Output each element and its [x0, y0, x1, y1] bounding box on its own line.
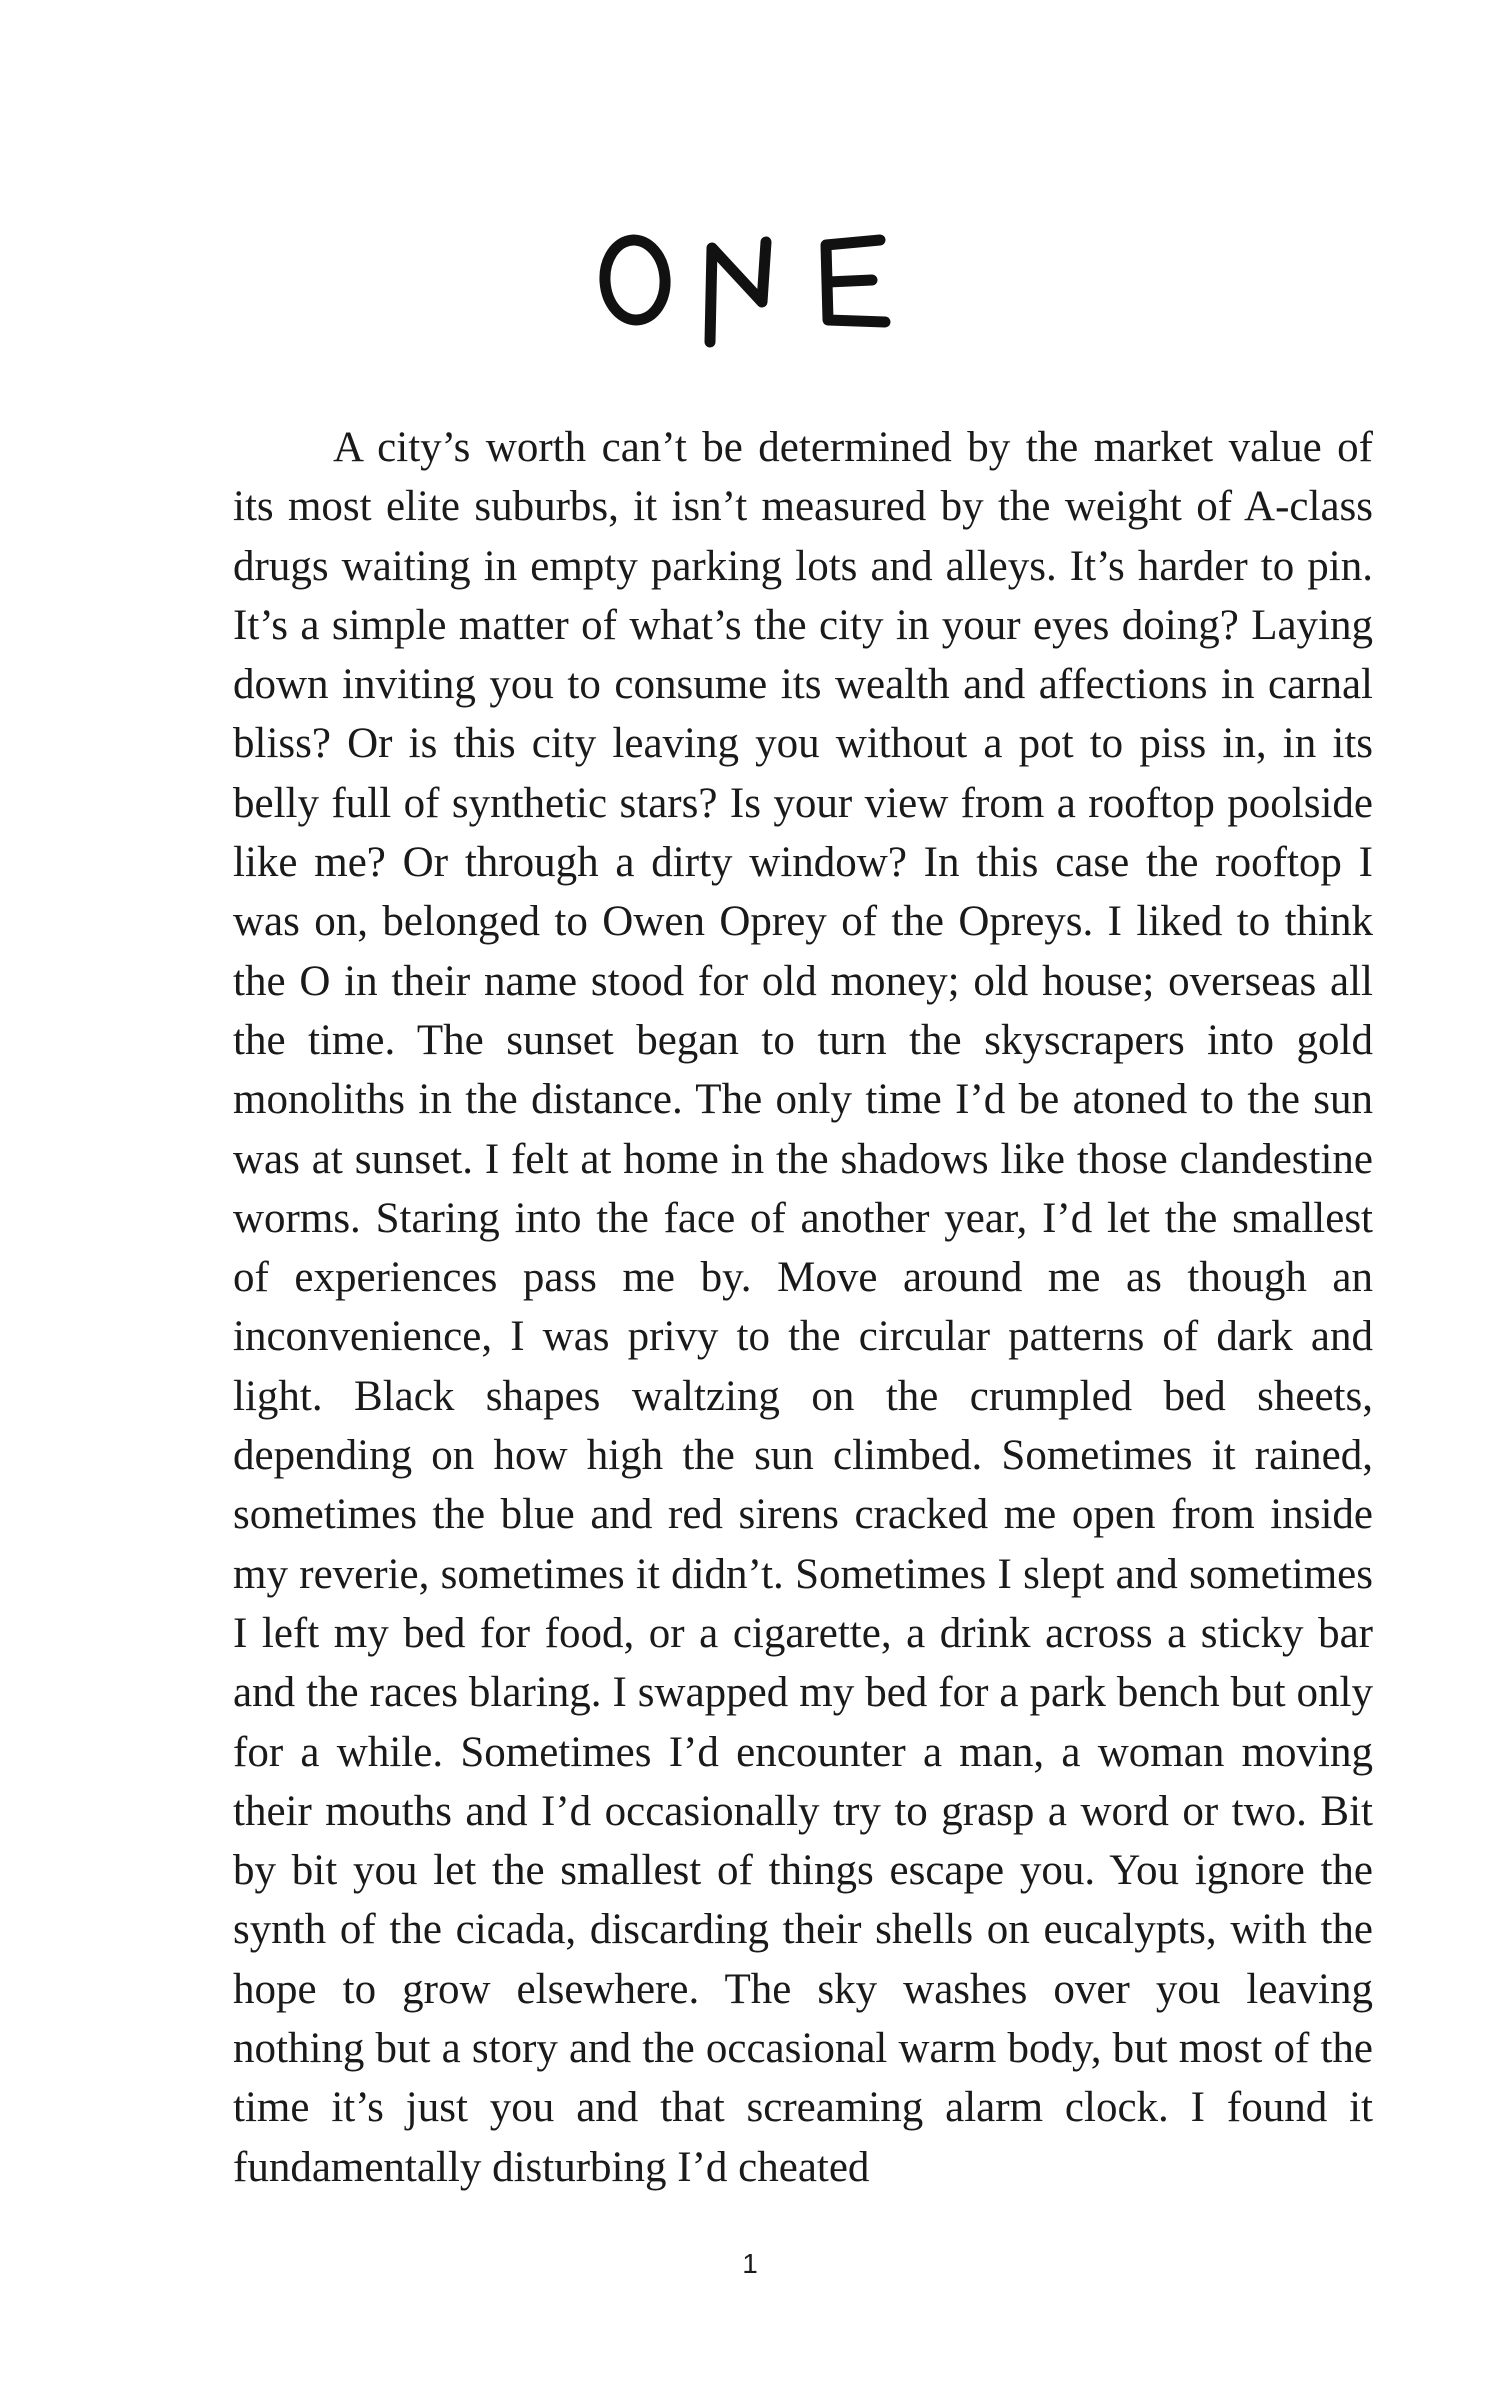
chapter-body-paragraph: A city’s worth can’t be determined by the market value of its most elite suburbs, it isn’t measured by the weight of A-class drugs waiting in empty parking lots and alleys. It’s harder to pin. It’s a simple matter of what’s the city in your eyes doing? Laying down inviting you to consume its wealth and affections in carnal bliss? Or is this city leaving you without a pot to piss in, in its belly full of synthetic stars? Is your view from a rooftop poolside like me? Or through a dirty window? In this case the rooftop I was on, belonged to Owen Oprey of the Opreys. I liked to think the O in their name stood for old money; old house; overseas all the time. The sunset began to turn the skyscrapers into gold monoliths in the distance. The only time I’d be atoned to the sun was at sunset. I felt at home in the shadows like those clandestine worms. Staring into the face of another year, I’d let the smallest of experiences pass me by. Move around me as though an inconvenience, I was privy to the circular patterns of dark and light. Black shapes waltzing on the crumpled bed sheets, depending on how high the sun climbed. Sometimes it rained, sometimes the blue and red sirens cracked me open from inside my reverie, sometimes it didn’t. Sometimes I slept and sometimes I left my bed for food, or a cigarette, a drink across a sticky bar and the races blaring. I swapped my bed for a park bench but only for a while. Sometimes I’d encounter a man, a woman moving their mouths and I’d occasionally try to grasp a word or two. Bit by bit you let the smallest of things escape you. You ignore the synth of the cicada, discarding their shells on eucalypts, with the hope to grow elsewhere. The sky washes over you leaving nothing but a story and the occasional warm body, but most of the time it’s just you and that screaming alarm clock. I found it fundamentally disturbing I’d cheated	[233, 424, 1373, 2191]
chapter-heading-lettering	[580, 190, 920, 360]
page-number: 1	[742, 2248, 758, 2279]
chapter-heading	[0, 190, 1500, 360]
chapter-title	[0, 360, 1, 361]
